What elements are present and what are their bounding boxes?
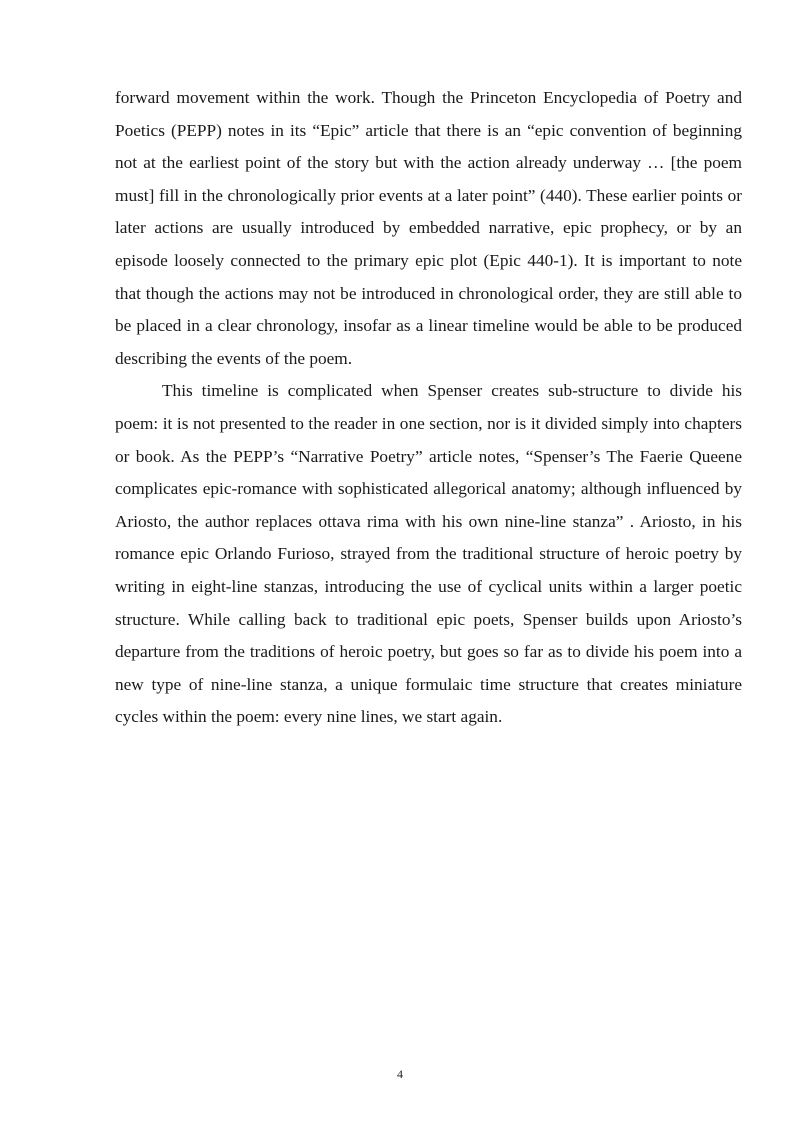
page-number: 4	[397, 1067, 403, 1081]
paragraph-timeline: This timeline is complicated when Spenser creates sub-structure to divide his poem: it is not presented to the reader in one section, nor is it divided simply into chapters or book. As the PEPP’s “Narrative Poetry” article notes, “Spenser’s The Faerie Queene complicates epic-romance with sophisticated allegorical anatomy; although influenced by Ariosto, the author replaces ottava rima with his own nine-line stanza” . Ariosto, in his romance epic Orlando Furioso, strayed from the traditional structure of heroic poetry by writing in eight-line stanzas, introducing the use of cyclical units within a larger poetic structure. While calling back to traditional epic poets, Spenser builds upon Ariosto’s departure from the traditions of heroic poetry, but goes so far as to divide his poem into a new type of nine-line stanza, a unique formulaic time structure that creates miniature cycles within the poem: every nine lines, we start again.	[115, 381, 742, 727]
paragraph-continued: forward movement within the work. Though the Princeton Encyclopedia of Poetry and Poetics (PEPP) notes in its “Epic” article that there is an “epic convention of beginning not at the earliest point of the story but with the action already underway … [the poem must] fill in the chronologically prior events at a later point” (440). These earlier points or later actions are usually introduced by embedded narrative, epic prophecy, or by an episode loosely connected to the primary epic plot (Epic 440-1). It is important to note that though the actions may not be introduced in chronological order, they are still able to be placed in a clear chronology, insofar as a linear timeline would be able to be produced describing the events of the poem.	[115, 88, 742, 368]
body-text	[115, 82, 742, 734]
